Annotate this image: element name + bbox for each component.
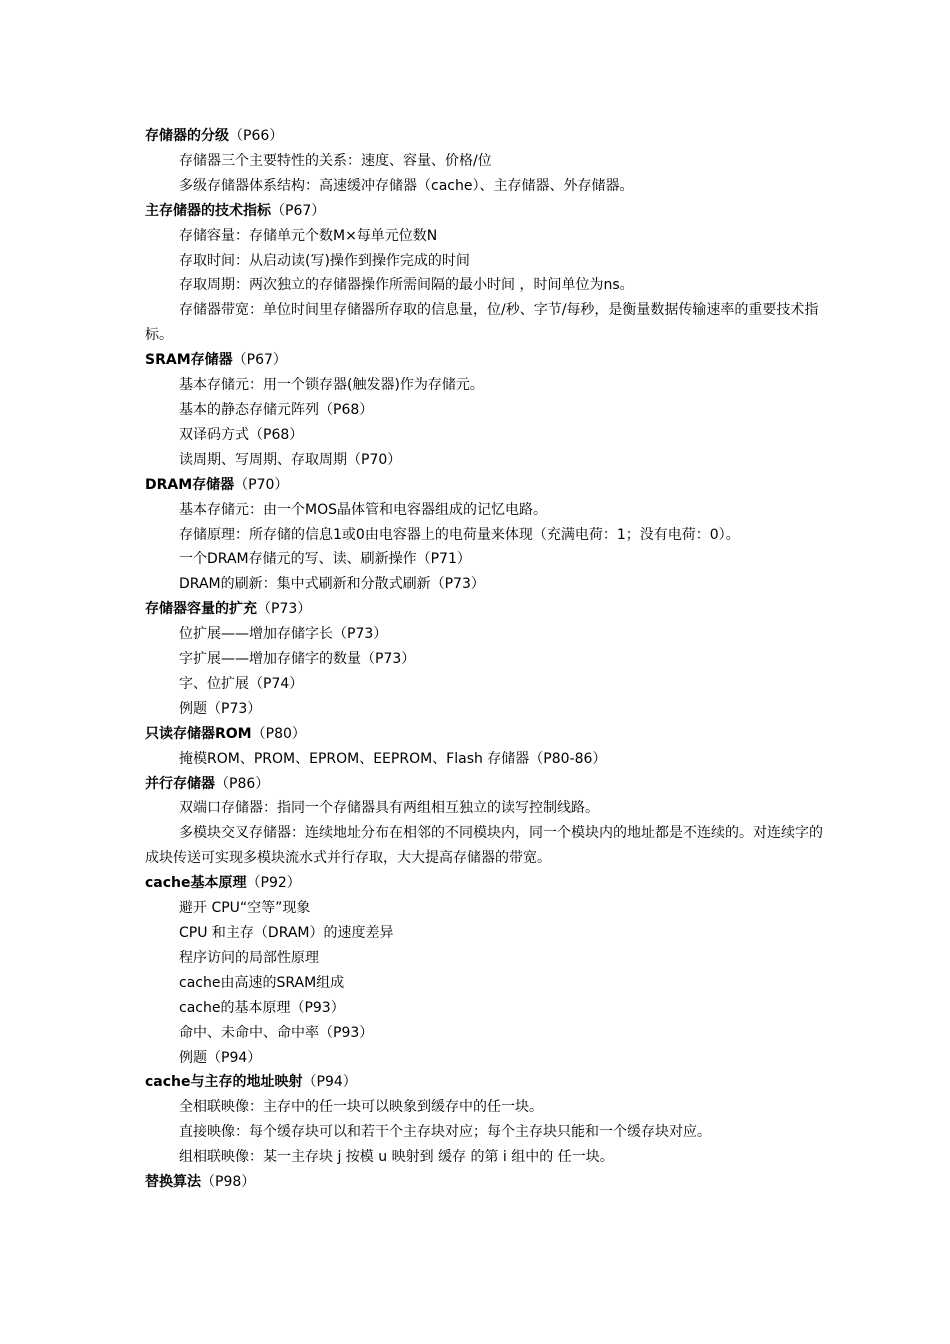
section-title: 存储器容量的扩充 xyxy=(145,601,257,618)
list-item: 双端口存储器：指同一个存储器具有两组相互独立的读写控制线路。 xyxy=(179,800,599,817)
section-heading xyxy=(145,597,825,622)
section-heading xyxy=(145,722,825,747)
paragraph: 多模块交叉存储器：连续地址分布在相邻的不同模块内，同一个模块内的地址都是不连续的。对连续字的成块传送可实现多模块流水式并行存取，大大提高存储器的带宽。 xyxy=(145,825,823,867)
list-item: 组相联映像：某一主存块 j 按模 u 映射到 缓存 的第 i 组中的 任一块。 xyxy=(179,1149,614,1166)
page-ref: （P67） xyxy=(271,202,326,219)
paragraph: 存储器带宽：单位时间里存储器所存取的信息量，位/秒、字节/每秒，是衡量数据传输速率的重要技术指标。 xyxy=(145,302,819,344)
list-item: 存取周期：两次独立的存储器操作所需间隔的最小时间 ，时间单位为ns。 xyxy=(179,277,634,294)
list-item: 多级存储器体系结构：高速缓冲存储器（cache）、主存储器、外存储器。 xyxy=(179,177,634,194)
page-ref: （P70） xyxy=(234,476,289,493)
page-ref: （P98） xyxy=(201,1174,256,1191)
page-ref: （P66） xyxy=(229,128,284,144)
list-item: 例题（P73） xyxy=(179,700,262,717)
list-item: 读周期、写周期、存取周期（P70） xyxy=(179,451,402,468)
list-item: 双译码方式（P68） xyxy=(179,426,304,443)
list-item: 掩模ROM、PROM、EPROM、EEPROM、Flash 存储器（P80-86） xyxy=(179,750,607,767)
list-item: 字扩展——增加存储字的数量（P73） xyxy=(179,651,416,668)
list-item: 一个DRAM存储元的写、读、刷新操作（P71） xyxy=(179,551,471,568)
section-heading xyxy=(145,1070,825,1095)
list-item: 位扩展——增加存储字长（P73） xyxy=(179,626,388,643)
document-body xyxy=(145,124,825,1195)
page-ref: （P86） xyxy=(215,775,270,792)
page-ref: （P92） xyxy=(246,875,301,892)
section-title: SRAM存储器 xyxy=(145,352,233,369)
list-item: DRAM的刷新：集中式刷新和分散式刷新（P73） xyxy=(179,576,485,593)
list-item: 命中、未命中、命中率（P93） xyxy=(179,1024,374,1041)
section-title: 替换算法 xyxy=(145,1174,201,1191)
section-title: cache与主存的地址映射 xyxy=(145,1074,303,1091)
list-item: 存储器三个主要特性的关系：速度、容量、价格/位 xyxy=(179,152,492,169)
section-heading xyxy=(145,772,825,797)
section-title: cache基本原理 xyxy=(145,875,247,892)
list-item: 直接映像：每个缓存块可以和若干个主存块对应；每个主存块只能和一个缓存块对应。 xyxy=(179,1124,711,1141)
list-item: cache的基本原理（P93） xyxy=(179,999,345,1016)
section-heading xyxy=(145,473,825,498)
list-item: 避开 CPU“空等”现象 xyxy=(179,900,311,917)
page-ref: （P73） xyxy=(257,601,312,618)
page-ref: （P94） xyxy=(302,1074,357,1091)
list-item: 基本的静态存储元阵列（P68） xyxy=(179,401,374,418)
list-item: 字、位扩展（P74） xyxy=(179,675,304,692)
section-title: 并行存储器 xyxy=(145,775,215,792)
list-item: 基本存储元：用一个锁存器(触发器)作为存储元。 xyxy=(179,377,484,394)
list-item: 基本存储元：由一个MOS晶体管和电容器组成的记忆电路。 xyxy=(179,501,547,518)
list-item: 例题（P94） xyxy=(179,1049,262,1066)
section-heading xyxy=(145,1170,825,1195)
section-heading xyxy=(145,124,825,149)
paragraph: 存储原理：所存储的信息1或0由电容器上的电荷量来体现（充满电荷：1；没有电荷：0）。 xyxy=(179,526,740,543)
section-title: 主存储器的技术指标 xyxy=(145,202,271,219)
list-item: 存储容量：存储单元个数M×每单元位数N xyxy=(179,227,438,244)
section-heading xyxy=(145,871,825,896)
section-title: 存储器的分级 xyxy=(145,128,229,144)
list-item: 全相联映像：主存中的任一块可以映象到缓存中的任一块。 xyxy=(179,1099,543,1116)
list-item: 存取时间：从启动读(写)操作到操作完成的时间 xyxy=(179,252,470,269)
list-item: CPU 和主存（DRAM）的速度差异 xyxy=(179,925,394,941)
section-heading xyxy=(145,199,825,224)
page-ref: （P80） xyxy=(251,725,306,742)
list-item: 程序访问的局部性原理 xyxy=(179,949,319,966)
page-ref: （P67） xyxy=(232,352,287,369)
section-title: DRAM存储器 xyxy=(145,476,235,493)
section-title: 只读存储器ROM xyxy=(145,725,252,742)
section-heading xyxy=(145,348,825,373)
list-item: cache由高速的SRAM组成 xyxy=(179,974,345,991)
